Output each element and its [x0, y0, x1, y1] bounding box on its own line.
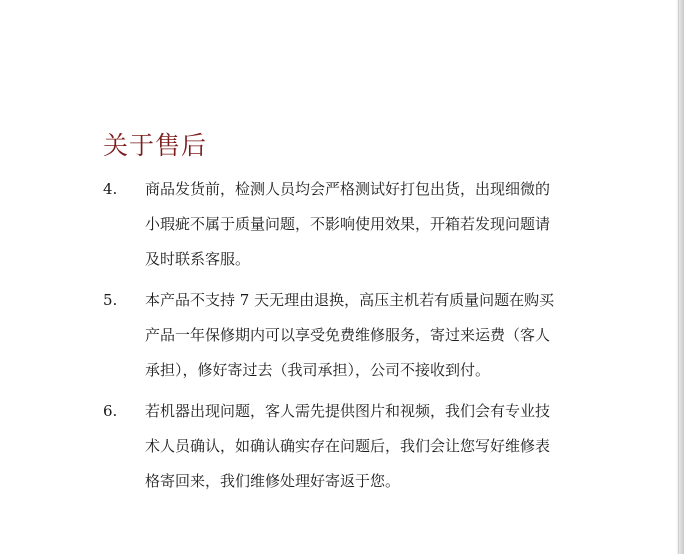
- page-edge-shadow: [676, 0, 684, 554]
- item-text-line: 承担），修好寄过去（我司承担），公司不接收到付。: [145, 361, 491, 379]
- item-text-line: 及时联系客服。: [145, 250, 251, 268]
- item-text-line: 产品一年保修期内可以享受免费维修服务，寄过来运费（客人: [145, 326, 551, 344]
- item-number: 6.: [103, 402, 118, 420]
- item-text-line: 小瑕疵不属于质量问题，不影响使用效果，开箱若发现问题请: [145, 215, 551, 233]
- item-number: 5.: [103, 291, 118, 309]
- item-text-line: 商品发货前，检测人员均会严格测试好打包出货，出现细微的: [145, 180, 551, 198]
- list-item-6: [103, 394, 593, 499]
- list-item-4: [103, 172, 593, 277]
- item-text-line: 术人员确认，如确认确实存在问题后，我们会让您写好维修表: [145, 437, 551, 455]
- list-item-5: [103, 283, 593, 388]
- item-number: 4.: [103, 180, 118, 198]
- section-title: 关于售后: [103, 131, 208, 160]
- after-sales-list: [103, 172, 593, 505]
- item-text-line: 本产品不支持 7 天无理由退换，高压主机若有质量问题在购买: [145, 291, 555, 309]
- item-text-line: 若机器出现问题，客人需先提供图片和视频，我们会有专业技: [145, 402, 551, 420]
- item-text-line: 格寄回来，我们维修处理好寄返于您。: [145, 472, 401, 490]
